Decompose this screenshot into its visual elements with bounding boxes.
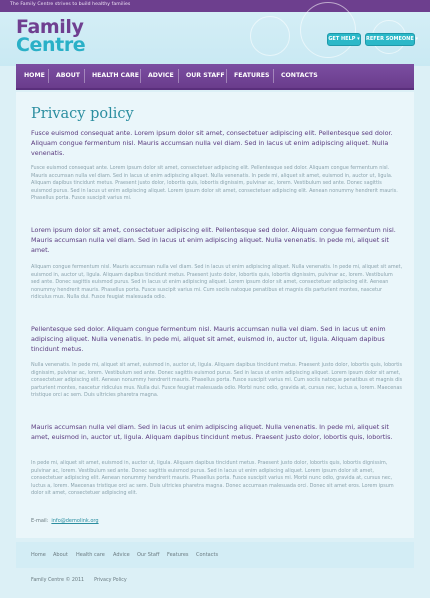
nav-divider xyxy=(226,69,227,83)
lead-paragraph: Mauris accumsan nulla vel diam. Sed in lacus ut enim adipiscing aliquet. Nulla venenatis. In pede mi, aliquet sit amet, euismod in, auctor ut, ligula. Aliquam dapibus tincidunt metus. Praesent justo dolor, lobortis quis, lobortis. xyxy=(31,423,393,441)
decorative-swirl-icon xyxy=(300,2,356,58)
main-nav xyxy=(16,64,414,90)
get-help-button[interactable]: GET HELP ▾ xyxy=(327,33,361,46)
nav-item-home[interactable]: HOME xyxy=(24,72,45,79)
body-paragraph: Fusce euismod consequat ante. Lorem ipsum dolor sit amet, consectetuer adipiscing elit. Pellentesque sed dolor. Aliquam congue fermentum nisl. Mauris accumsan nulla vel diam. Sed in lacus ut enim adipiscing aliquet. Nulla venenatis. In pede mi, aliquet sit amet, euismod in, auctor ut, ligula. Aliquam dapibus tincidunt metus. Praesent justo dolor, lobortis quis, lobortis dignissim, pulvinar ac, lorem. Vestibulum sed ante. Donec sagittis euismod purus. Sed in lacus ut enim adipiscing aliquet. Lorem ipsum dolor sit amet, consectetuer adipiscing elit. Aenean nonummy hendrerit mauris. Phasellus porta. Fusce suscipit varius mi. xyxy=(31,165,398,202)
content-panel xyxy=(16,92,414,538)
nav-divider xyxy=(84,69,85,83)
lead-paragraph: Fusce euismod consequat ante. Lorem ipsum dolor sit amet, consectetuer adipiscing elit. Pellentesque sed dolor. Aliquam congue fermentum nisl. Mauris accumsan nulla vel diam. Sed in lacus ut enim adipiscing aliquet. Nulla venenatis. xyxy=(31,129,393,157)
footer-link-home[interactable]: Home xyxy=(31,552,46,558)
email-line xyxy=(31,518,99,524)
lead-paragraph: Pellentesque sed dolor. Aliquam congue fermentum nisl. Mauris accumsan nulla vel diam. Sed in lacus ut enim adipiscing aliquet. Nulla venenatis. In pede mi, aliquet sit amet, euismod in, auctor ut, ligula. Aliquam dapibus tincidunt metus. xyxy=(31,325,386,353)
email-link[interactable]: info@demolink.org xyxy=(51,518,99,524)
nav-item-advice[interactable]: ADVICE xyxy=(148,72,174,79)
body-paragraph: Nulla venenatis. In pede mi, aliquet sit amet, euismod in, auctor ut, ligula. Aliquam dapibus tincidunt metus. Praesent justo dolor, lobortis quis, lobortis dignissim, pulvinar ac, lorem. Vestibulum sed ante. Donec sagittis euismod purus. Sed in lacus ut enim adipiscing aliquet. Lorem ipsum dolor sit amet, consectetuer adipiscing elit. Aenean nonummy hendrerit mauris. Phasellus porta. Fusce suscipit varius mi. Cum sociis natoque penatibus et magnis dis parturient montes, nascetur ridiculus mus. Nulla dui. Fusce feugiat malesuada odio. Morbi nunc odio, gravida at, cursus nec, luctus a, lorem. Maecenas tristique orci ac sem. Duis ultricies pharetra magna. xyxy=(31,362,403,399)
page-title: Privacy policy xyxy=(31,106,134,122)
logo[interactable] xyxy=(16,18,106,58)
refer-someone-button[interactable]: REFER SOMEONE ▾ xyxy=(365,33,415,46)
nav-item-health-care[interactable]: HEALTH CARE xyxy=(92,72,139,79)
copyright-text: Family Centre © 2011 xyxy=(31,578,85,583)
nav-divider xyxy=(48,69,49,83)
nav-item-features[interactable]: FEATURES xyxy=(234,72,270,79)
lead-paragraph: Lorem ipsum dolor sit amet, consectetuer adipiscing elit. Pellentesque sed dolor. Aliquam congue fermentum nisl. Mauris accumsan nulla vel diam. Sed in lacus ut enim adipiscing aliquet. Nulla venenatis. In pede mi, aliquet sit amet. xyxy=(31,226,396,254)
body-paragraph: Aliquam congue fermentum nisl. Mauris accumsan nulla vel diam. Sed in lacus ut enim adipiscing aliquet. Nulla venenatis. In pede mi, aliquet sit amet, euismod in, auctor ut, ligula. Aliquam dapibus tincidunt metus. Praesent justo dolor, lobortis quis, lobortis dignissim, pulvinar ac, lorem. Vestibulum sed ante. Donec sagittis euismod purus. Sed in lacus ut enim adipiscing aliquet. Lorem ipsum dolor sit amet, consectetuer adipiscing elit. Aenean nonummy hendrerit mauris. Phasellus porta. Fusce suscipit varius mi. Cum sociis natoque penatibus et magnis dis parturient montes, nascetur ridiculus mus. Nulla dui. Fusce feugiat malesuada odio. xyxy=(31,264,403,301)
top-strip xyxy=(0,0,430,12)
nav-divider xyxy=(140,69,141,83)
nav-divider xyxy=(178,69,179,83)
footer-link-health-care[interactable]: Health care xyxy=(76,552,105,558)
tagline: The Family Centre strives to build healthy families xyxy=(10,2,131,7)
nav-item-about[interactable]: ABOUT xyxy=(56,72,81,79)
footer-link-our-staff[interactable]: Our Staff xyxy=(137,552,160,558)
decorative-swirl-icon xyxy=(250,16,290,56)
footer-nav xyxy=(16,542,414,568)
logo-text-centre: Centre xyxy=(16,34,86,56)
copyright xyxy=(31,578,127,583)
footer-link-advice[interactable]: Advice xyxy=(113,552,130,558)
nav-item-contacts[interactable]: CONTACTS xyxy=(281,72,318,79)
footer-link-about[interactable]: About xyxy=(53,552,68,558)
footer-link-contacts[interactable]: Contacts xyxy=(196,552,219,558)
logo-text-family: Family xyxy=(16,16,84,38)
nav-divider xyxy=(273,69,274,83)
footer-link-features[interactable]: Features xyxy=(167,552,189,558)
nav-item-our-staff[interactable]: OUR STAFF xyxy=(186,72,225,79)
body-paragraph: In pede mi, aliquet sit amet, euismod in, auctor ut, ligula. Aliquam dapibus tincidunt metus. Praesent justo dolor, lobortis quis, lobortis dignissim, pulvinar ac, lorem. Vestibulum sed ante. Donec sagittis euismod purus. Sed in lacus ut enim adipiscing aliquet. Lorem ipsum dolor sit amet, consectetuer adipiscing elit. Aenean nonummy hendrerit mauris. Phasellus porta. Fusce suscipit varius mi. Morbi nunc odio, gravida at, cursus nec, luctus a, lorem. Maecenas tristique orci ac sem. Duis ultricies pharetra magna. Donec accumsan malesuada orci. Donec sit amet eros. Lorem ipsum dolor sit amet, consectetuer adipiscing elit. xyxy=(31,460,394,497)
email-label: E-mail: xyxy=(31,518,49,524)
privacy-policy-link[interactable]: Privacy Policy xyxy=(94,578,127,583)
